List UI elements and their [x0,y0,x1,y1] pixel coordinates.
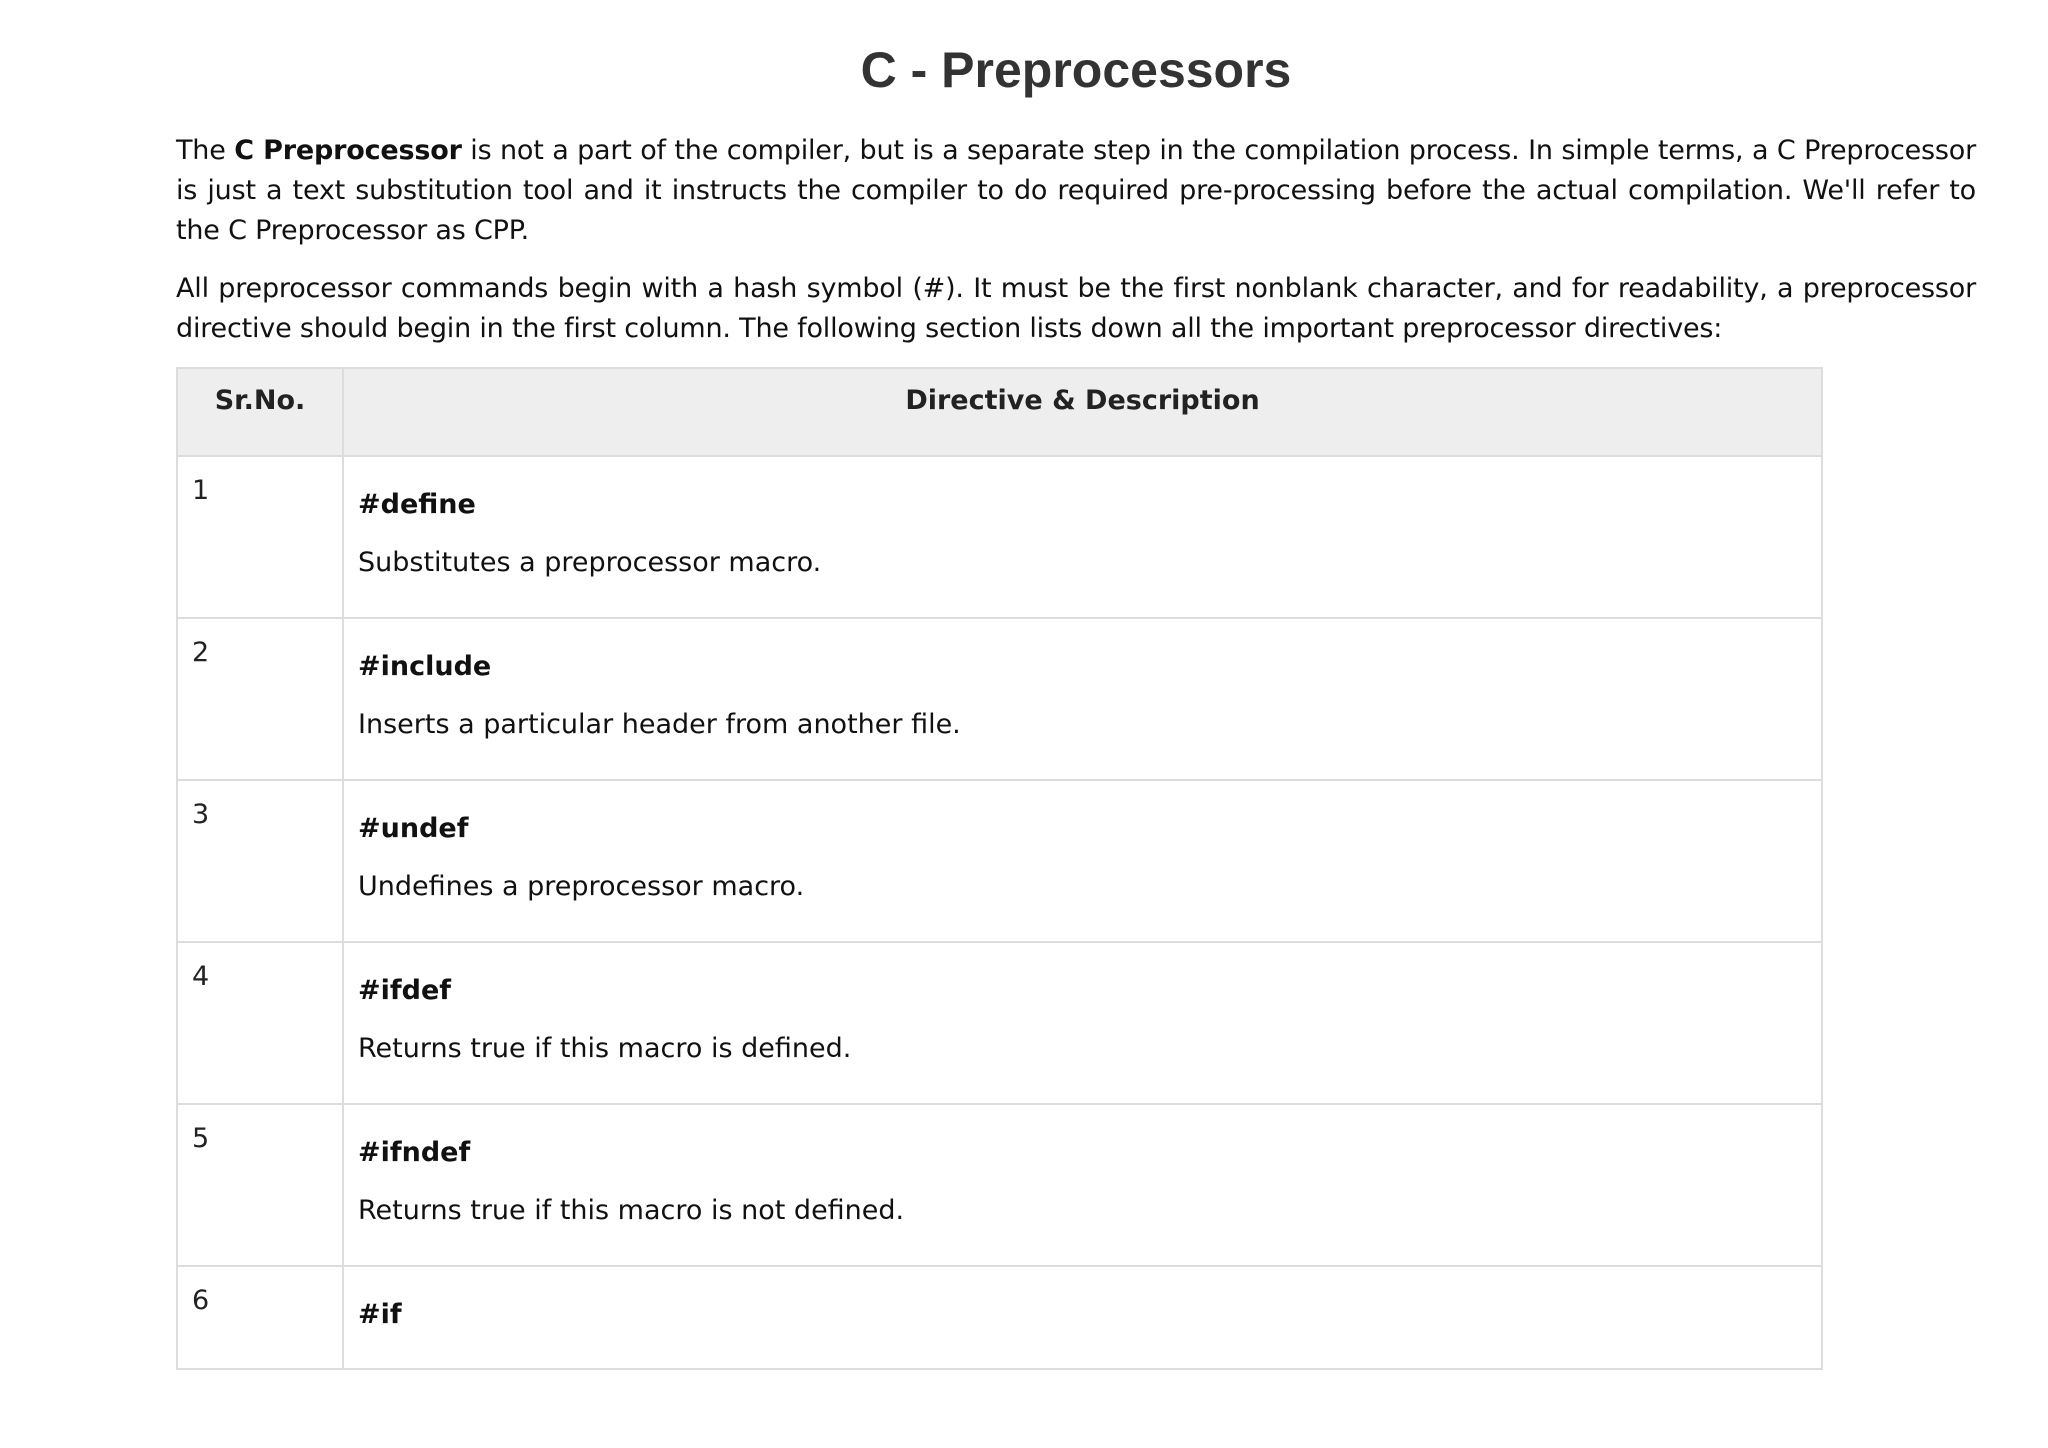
directive-name: #define [358,489,476,520]
row-number: 3 [177,780,343,942]
directive-name: #ifdef [358,975,452,1006]
directive-description: Substitutes a preprocessor macro. [358,547,822,578]
row-number: 6 [177,1266,343,1369]
table-row [177,942,1822,1104]
row-content [343,780,1822,942]
intro-bold-term: C Preprocessor [234,135,462,166]
row-number: 1 [177,456,343,618]
table-row [177,618,1822,780]
table-row [177,1266,1822,1369]
table-row [177,780,1822,942]
directive-name: #if [358,1299,402,1330]
directive-name: #include [358,651,492,682]
table-row [177,456,1822,618]
table-row [177,1104,1822,1266]
row-content [343,942,1822,1104]
page-title: C - Preprocessors [860,42,1292,98]
row-content [343,1266,1822,1369]
header-directive-description: Directive & Description [343,368,1822,456]
directives-table [176,367,1823,1370]
intro-text-start: The [176,135,235,166]
row-number: 2 [177,618,343,780]
row-content [343,1104,1822,1266]
directive-description: Undefines a preprocessor macro. [358,871,805,902]
header-sr-no: Sr.No. [177,368,343,456]
directives-paragraph: All preprocessor commands begin with a hash symbol (#). It must be the first nonblank character, and for readability, a preprocessor directive should begin in the first column. The following section lists down all the important preprocessor directives: [176,273,1976,344]
directive-name: #ifndef [358,1137,471,1168]
row-content [343,618,1822,780]
table-header-row [177,368,1822,456]
row-number: 5 [177,1104,343,1266]
directive-description: Returns true if this macro is defined. [358,1033,852,1064]
intro-text-rest: is not a part of the compiler, but is a separate step in the compilation process. In simple terms, a C Preprocessor is just a text substitution tool and it instructs the compiler to do required pre-processing before the actual compilation. We'll refer to the C Preprocessor as CPP. [176,135,1976,246]
row-number: 4 [177,942,343,1104]
directive-name: #undef [358,813,469,844]
row-content [343,456,1822,618]
intro-paragraph [176,131,1976,251]
directive-description: Inserts a particular header from another file. [358,709,961,740]
directive-description: Returns true if this macro is not defined. [358,1195,905,1226]
